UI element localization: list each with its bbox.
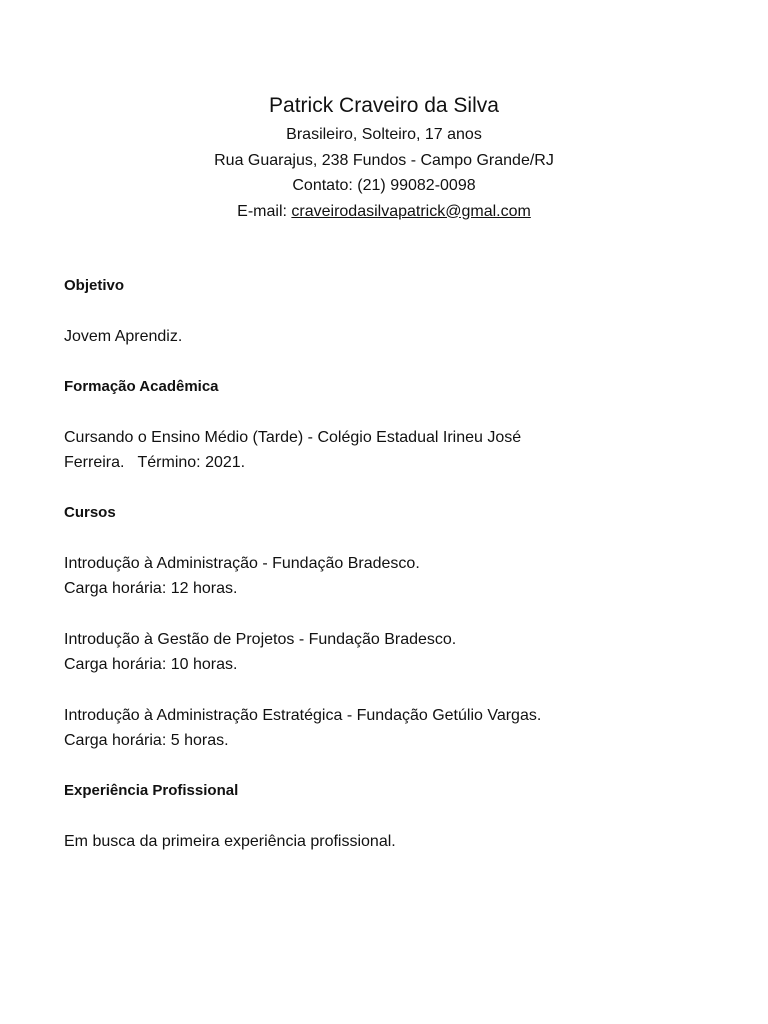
resume-body bbox=[64, 274, 704, 854]
personal-info: Brasileiro, Solteiro, 17 anos bbox=[286, 126, 482, 143]
section-title-cursos: Cursos bbox=[64, 504, 116, 521]
candidate-name: Patrick Craveiro da Silva bbox=[269, 94, 499, 117]
curso-name: Introdução à Administração Estratégica - Fundação Getúlio Vargas. bbox=[64, 707, 542, 724]
curso-name: Introdução à Administração - Fundação Bradesco. bbox=[64, 555, 420, 572]
spacer bbox=[64, 349, 704, 375]
spacer bbox=[64, 399, 704, 425]
spacer bbox=[64, 475, 704, 501]
resume-header bbox=[0, 92, 768, 224]
contact-phone: Contato: (21) 99082-0098 bbox=[292, 177, 476, 194]
formacao-line-2: Ferreira. Término: 2021. bbox=[64, 454, 246, 471]
spacer bbox=[64, 677, 704, 703]
curso-name: Introdução à Gestão de Projetos - Fundação Bradesco. bbox=[64, 631, 457, 648]
spacer bbox=[64, 803, 704, 829]
spacer bbox=[64, 601, 704, 627]
formacao-line-1: Cursando o Ensino Médio (Tarde) - Colégio Estadual Irineu José bbox=[64, 429, 522, 446]
email-link[interactable]: craveirodasilvapatrick@gmal.com bbox=[291, 202, 531, 220]
section-title-formacao: Formação Acadêmica bbox=[64, 378, 219, 395]
spacer bbox=[64, 298, 704, 324]
section-title-experiencia: Experiência Profissional bbox=[64, 782, 239, 799]
curso-hours: Carga horária: 5 horas. bbox=[64, 732, 229, 749]
address: Rua Guarajus, 238 Fundos - Campo Grande/RJ bbox=[214, 151, 554, 169]
curso-hours: Carga horária: 10 horas. bbox=[64, 656, 238, 673]
section-title-objetivo: Objetivo bbox=[64, 277, 125, 294]
email-label: E-mail: bbox=[237, 202, 292, 220]
spacer bbox=[64, 525, 704, 551]
curso-hours: Carga horária: 12 horas. bbox=[64, 580, 238, 597]
objetivo-text: Jovem Aprendiz. bbox=[64, 328, 183, 345]
spacer bbox=[64, 753, 704, 779]
experiencia-text: Em busca da primeira experiência profissional. bbox=[64, 833, 396, 850]
email-line bbox=[0, 199, 768, 225]
